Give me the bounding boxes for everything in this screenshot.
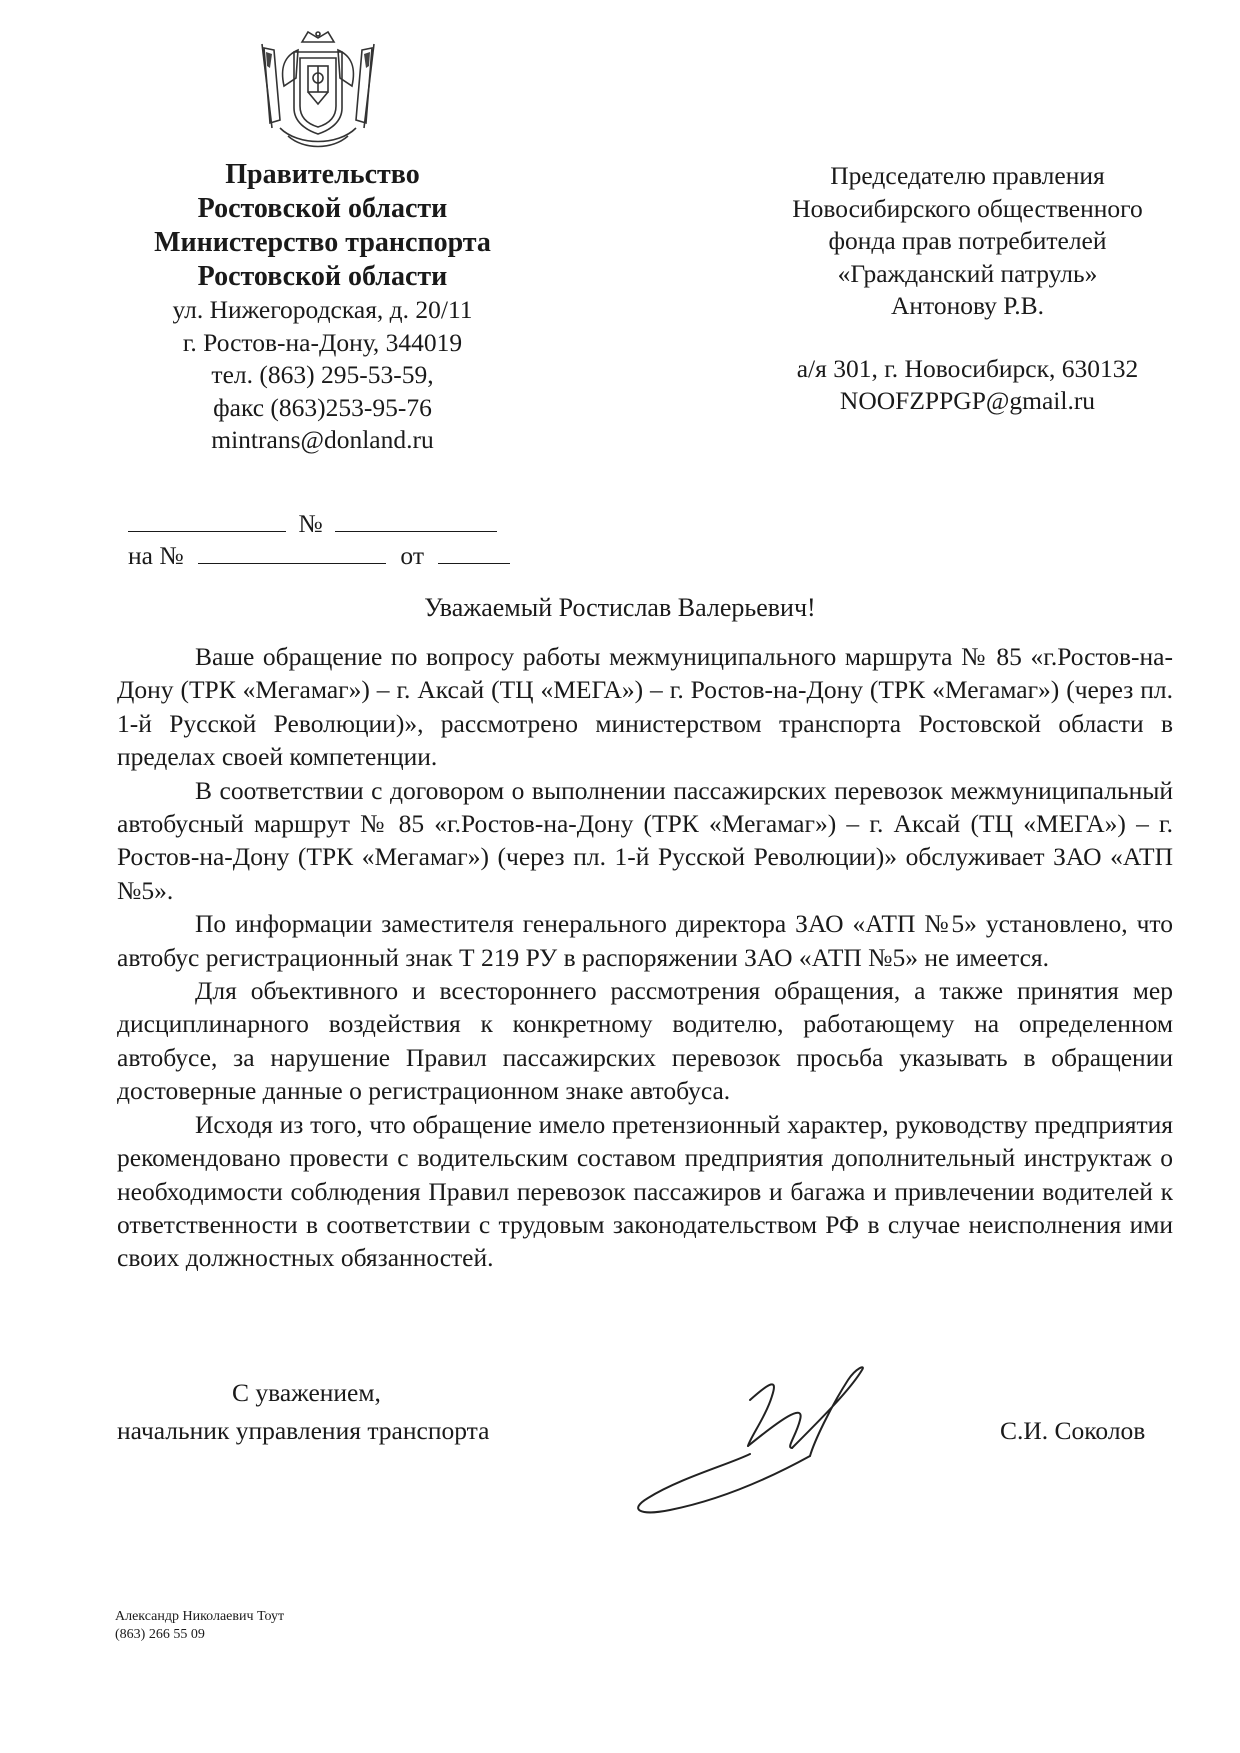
- sender-address-line: ул. Нижегородская, д. 20/11: [172, 295, 473, 324]
- sender-org-line: Ростовской области: [197, 193, 448, 224]
- sender-org-line: Министерство транспорта: [154, 227, 491, 258]
- signature-icon: [600, 1360, 940, 1520]
- reference-label: на №: [128, 541, 184, 570]
- recipient-email: NOOFZPPGP@gmail.ru: [839, 386, 1096, 415]
- recipient-address: а/я 301, г. Новосибирск, 630132: [796, 353, 1139, 383]
- executor-phone: (863) 266 55 09: [115, 1627, 205, 1642]
- executor-name: Александр Николаевич Тоут: [115, 1609, 285, 1624]
- reference-number-blank: [198, 541, 386, 564]
- reference-date-blank: [438, 541, 510, 564]
- letter-body: [117, 640, 1173, 1275]
- sender-email: mintrans@donland.ru: [211, 425, 434, 454]
- registration-reference-line: [128, 540, 510, 572]
- recipient-line: фонда прав потребителей: [828, 226, 1107, 255]
- recipient-name: Антонову Р.В.: [890, 291, 1045, 320]
- recipient-line: Новосибирского общественного: [792, 193, 1143, 223]
- body-paragraph: По информации заместителя генерального директора ЗАО «АТП №5» установлено, что автобус регистрационный знак Т 219 РУ в распоряжении ЗАО «АТП №5» не имеется.: [117, 909, 1173, 972]
- recipient-block: [745, 160, 1190, 418]
- body-paragraph: Для объективного и всестороннего рассмотрения обращения, а также принятия мер дисциплинарного воздействия к конкретному водителю, работающему на определенном автобусе, за нарушение Правил пассажирских перевозок просьба указывать в обращении достоверные данные о регистрационном знаке автобуса.: [117, 976, 1173, 1106]
- sender-fax: факс (863)253-95-76: [213, 392, 432, 422]
- reference-date-label: от: [400, 541, 424, 570]
- recipient-line: «Гражданский патруль»: [837, 258, 1098, 288]
- salutation: Уважаемый Ростислав Валерьевич!: [424, 593, 816, 622]
- spacer: [745, 323, 1190, 353]
- sender-phone: тел. (863) 295-53-59,: [211, 360, 434, 389]
- number-label: №: [298, 509, 323, 538]
- body-paragraph: Исходя из того, что обращение имело претензионный характер, руководству предприятия рекомендовано провести с водительским составом предприятия дополнительный инструктаж о необходимости соблюдения Правил перевозок пассажиров и багажа и привлечении водителей к ответственности в соответствии с трудовым законодательством РФ в случае неисполнения ими своих должностных обязанностей.: [117, 1109, 1173, 1273]
- executor-contact: [115, 1608, 284, 1644]
- sender-block: [95, 158, 550, 457]
- closing-regards: С уважением,: [232, 1378, 381, 1407]
- sender-org-line: Правительство: [225, 159, 420, 190]
- sender-address-line: г. Ростов-на-Дону, 344019: [182, 327, 463, 357]
- registration-number-line: [128, 508, 497, 540]
- body-paragraph: В соответствии с договором о выполнении пассажирских перевозок межмуниципальный автобусный маршрут № 85 «г.Ростов-на-Дону (ТРК «Мегамаг») – г. Аксай (ТЦ «МЕГА») – г. Ростов-на-Дону (ТРК «Мегамаг») (через пл. 1-й Русской Революции)» обслуживает ЗАО «АТП №5».: [117, 775, 1173, 905]
- closing-position: начальник управления транспорта: [117, 1416, 490, 1445]
- body-paragraph: Ваше обращение по вопросу работы межмуниципального маршрута № 85 «г.Ростов-на-Дону (ТРК «Мегамаг») – г. Аксай (ТЦ «МЕГА») – г. Ростов-на-Дону (ТРК «Мегамаг») (через пл. 1-й Русской Революции)», рассмотрено министерством транспорта Ростовской области в пределах своей компетенции.: [117, 642, 1173, 772]
- coat-of-arms-icon: [258, 28, 378, 153]
- sender-org-line: Ростовской области: [197, 261, 448, 292]
- number-blank: [335, 509, 497, 532]
- date-blank: [128, 509, 286, 532]
- signer-name: С.И. Соколов: [1000, 1416, 1146, 1445]
- recipient-line: Председателю правления: [830, 161, 1105, 190]
